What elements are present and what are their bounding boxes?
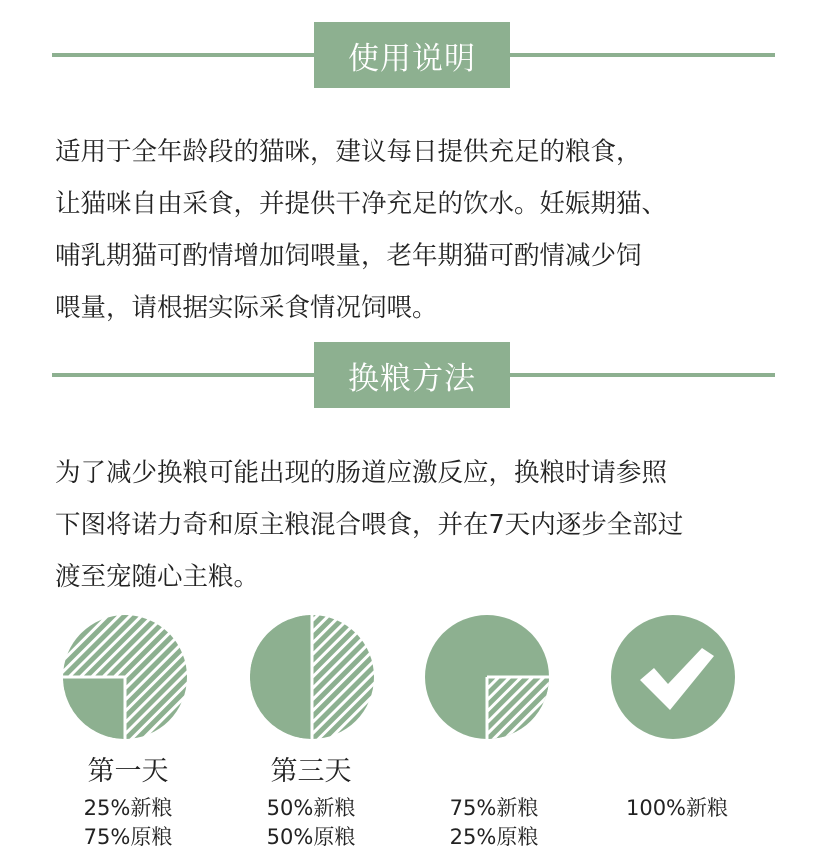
switch-line: 下图将诺力奇和原主粮混合喂食，并在7天内逐步全部过	[55, 510, 684, 540]
usage-line: 适用于全年龄段的猫咪，建议每日提供充足的粮食，	[55, 137, 642, 167]
switch-line: 为了减少换粮可能出现的肠道应激反应，换粮时请参照	[55, 458, 668, 488]
usage-paragraph	[55, 126, 785, 334]
stage-1-caption	[48, 756, 208, 852]
switch-paragraph	[55, 447, 785, 603]
usage-line: 喂量，请根据实际采食情况饲喂。	[55, 293, 438, 323]
old-food-area	[250, 615, 312, 739]
stage-old-ratio: 25%原粮	[449, 825, 539, 849]
stage-2-pie	[249, 614, 375, 740]
new-food-area	[487, 677, 549, 739]
switch-line: 渡至宠随心主粮。	[55, 562, 260, 592]
stage-day-label: 第三天	[270, 756, 352, 787]
stage-new-ratio: 25%新粮	[83, 796, 173, 820]
new-food-area	[611, 615, 735, 739]
stage-new-ratio: 50%新粮	[266, 796, 356, 820]
stage-4-caption	[597, 794, 757, 823]
stage-4-pie	[610, 614, 736, 740]
stage-2-caption	[231, 756, 391, 852]
stage-old-ratio: 75%原粮	[83, 825, 173, 849]
stage-1-pie	[62, 614, 188, 740]
usage-line: 哺乳期猫可酌情增加饲喂量，老年期猫可酌情减少饲	[55, 241, 642, 271]
stage-3-pie	[424, 614, 550, 740]
usage-section-header	[0, 22, 818, 88]
old-food-area	[63, 677, 125, 739]
usage-title: 使用说明	[314, 22, 510, 88]
usage-line: 让猫咪自由采食，并提供干净充足的饮水。妊娠期猫、	[55, 189, 668, 219]
stage-new-ratio: 75%新粮	[449, 796, 539, 820]
stage-day-label: 第一天	[87, 756, 169, 787]
switch-section-header	[0, 342, 818, 408]
stage-old-ratio: 50%原粮	[266, 825, 356, 849]
stage-3-caption	[414, 794, 574, 852]
stage-new-ratio: 100%新粮	[625, 796, 729, 820]
switch-title: 换粮方法	[314, 342, 510, 408]
